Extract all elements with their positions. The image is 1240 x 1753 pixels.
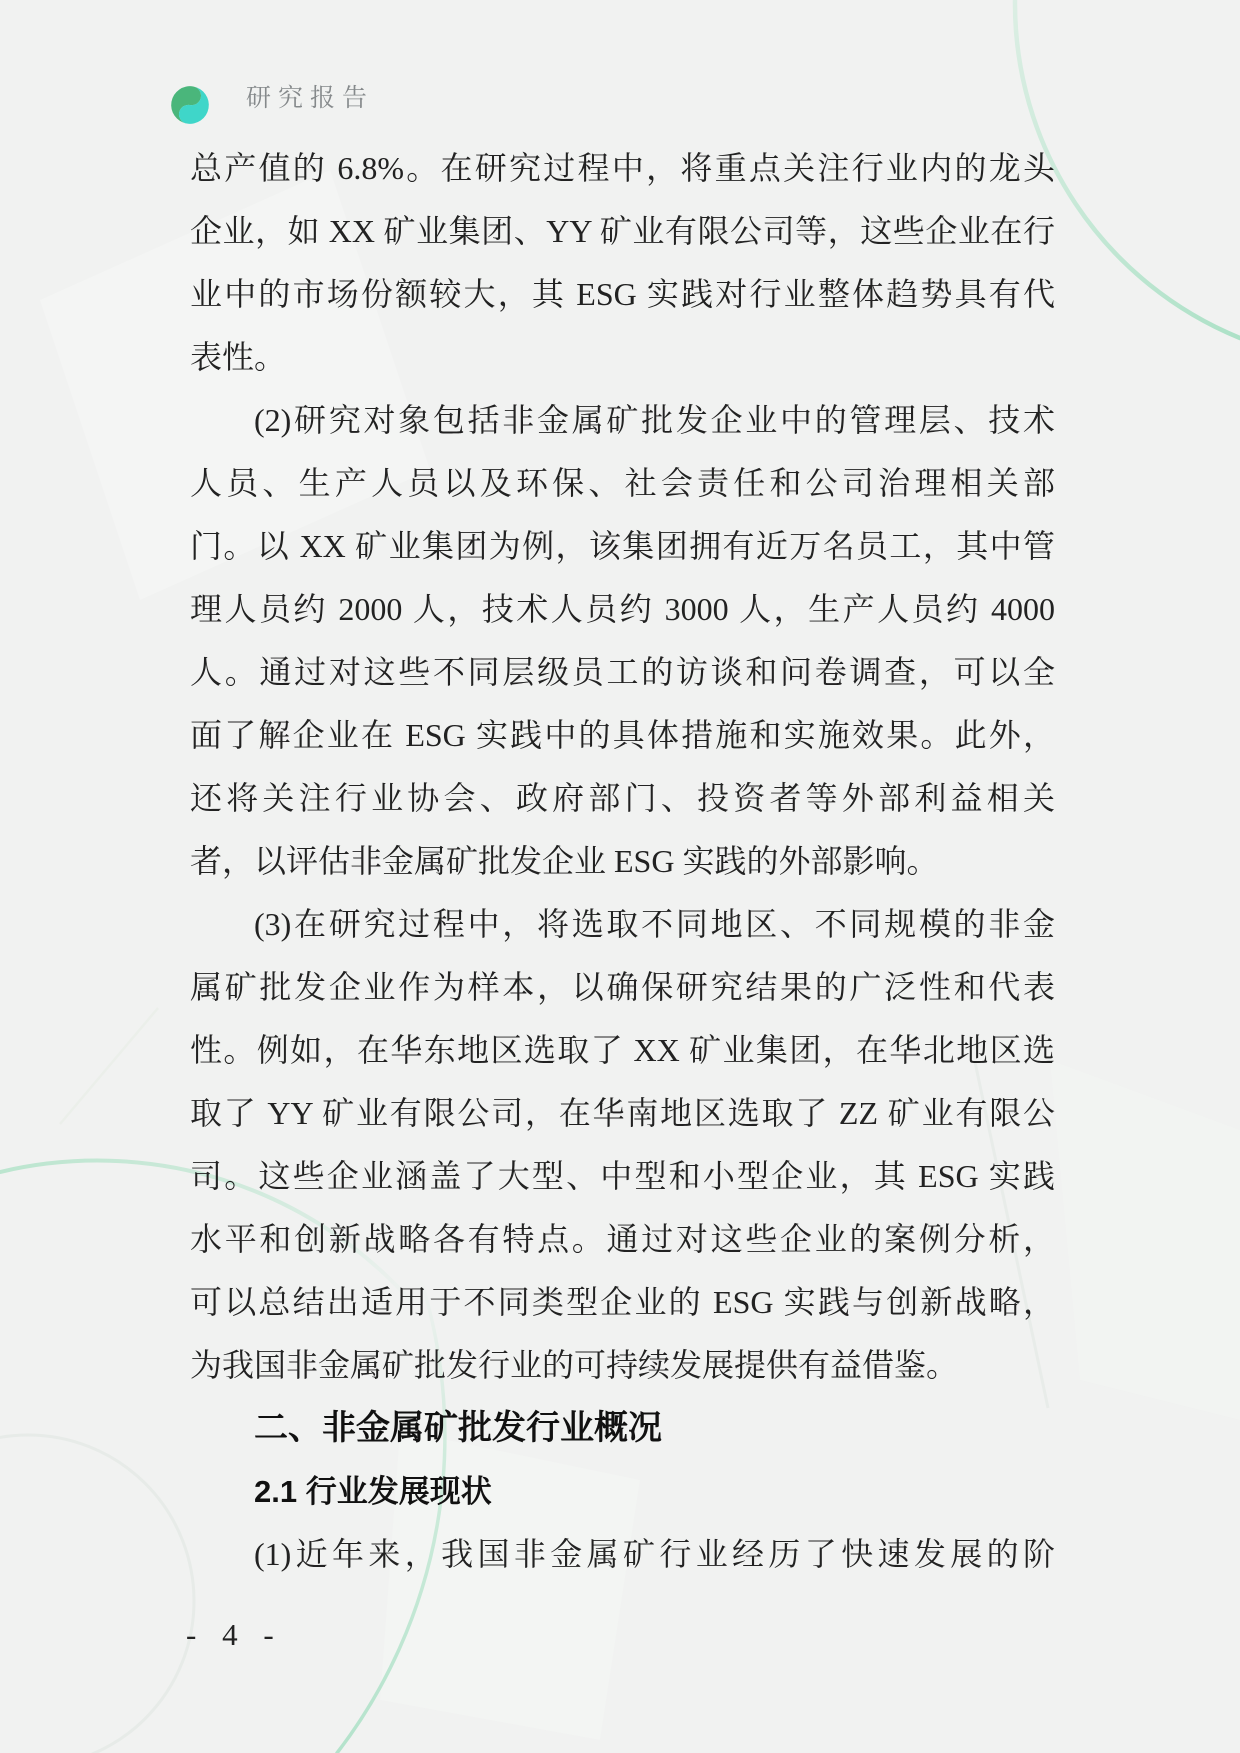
body-text-line: 可以总结出适用于不同类型企业的 ESG 实践与创新战略，	[190, 1284, 1055, 1320]
faint-watermark-line	[60, 1008, 158, 1124]
body-text-line: 面了解企业在 ESG 实践中的具体措施和实施效果。此外，	[190, 717, 1055, 753]
body-text-line: 人员、生产人员以及环保、社会责任和公司治理相关部	[190, 465, 1055, 501]
subsection-heading: 2.1 行业发展现状	[254, 1474, 492, 1509]
body-text-line: 理人员约 2000 人，技术人员约 3000 人，生产人员约 4000	[190, 591, 1055, 627]
faint-watermark-patch	[1050, 1060, 1240, 1420]
body-text-line: 水平和创新战略各有特点。通过对这些企业的案例分析，	[190, 1221, 1055, 1257]
body-text-line: (2)研究对象包括非金属矿批发企业中的管理层、技术	[254, 402, 1055, 438]
body-text-line: 人。通过对这些不同层级员工的访谈和问卷调查，可以全	[190, 654, 1055, 690]
logo-text: 研究报告	[246, 85, 375, 112]
body-text-line: 司。这些企业涵盖了大型、中型和小型企业，其 ESG 实践	[190, 1158, 1055, 1194]
body-text-line: 表性。	[190, 339, 287, 375]
page-number: - 4 -	[186, 1617, 283, 1652]
body-text-line: 为我国非金属矿批发行业的可持续发展提供有益借鉴。	[190, 1347, 959, 1383]
document-body	[190, 137, 1055, 1586]
body-text-line: 取了 YY 矿业有限公司，在华南地区选取了 ZZ 矿业有限公	[190, 1095, 1055, 1131]
body-text-line: (3)在研究过程中，将选取不同地区、不同规模的非金	[254, 906, 1055, 942]
body-text-line: 门。以 XX 矿业集团为例，该集团拥有近万名员工，其中管	[190, 528, 1055, 564]
faint-watermark-circle	[0, 1435, 194, 1753]
body-text-line: (1)近年来，我国非金属矿行业经历了快速发展的阶	[254, 1536, 1055, 1572]
logo-icon	[167, 82, 213, 128]
body-text-line: 总产值的 6.8%。在研究过程中，将重点关注行业内的龙头	[190, 150, 1055, 186]
body-text-line: 属矿批发企业作为样本，以确保研究结果的广泛性和代表	[190, 969, 1055, 1005]
body-text-line: 者，以评估非金属矿批发企业 ESG 实践的外部影响。	[190, 843, 939, 879]
body-text-line: 业中的市场份额较大，其 ESG 实践对行业整体趋势具有代	[190, 276, 1055, 312]
body-text-line: 性。例如，在华东地区选取了 XX 矿业集团，在华北地区选	[190, 1032, 1055, 1068]
body-text-line: 还将关注行业协会、政府部门、投资者等外部利益相关	[190, 780, 1055, 816]
body-text-line: 企业，如 XX 矿业集团、YY 矿业有限公司等，这些企业在行	[190, 213, 1055, 249]
section-heading: 二、非金属矿批发行业概况	[254, 1409, 662, 1447]
